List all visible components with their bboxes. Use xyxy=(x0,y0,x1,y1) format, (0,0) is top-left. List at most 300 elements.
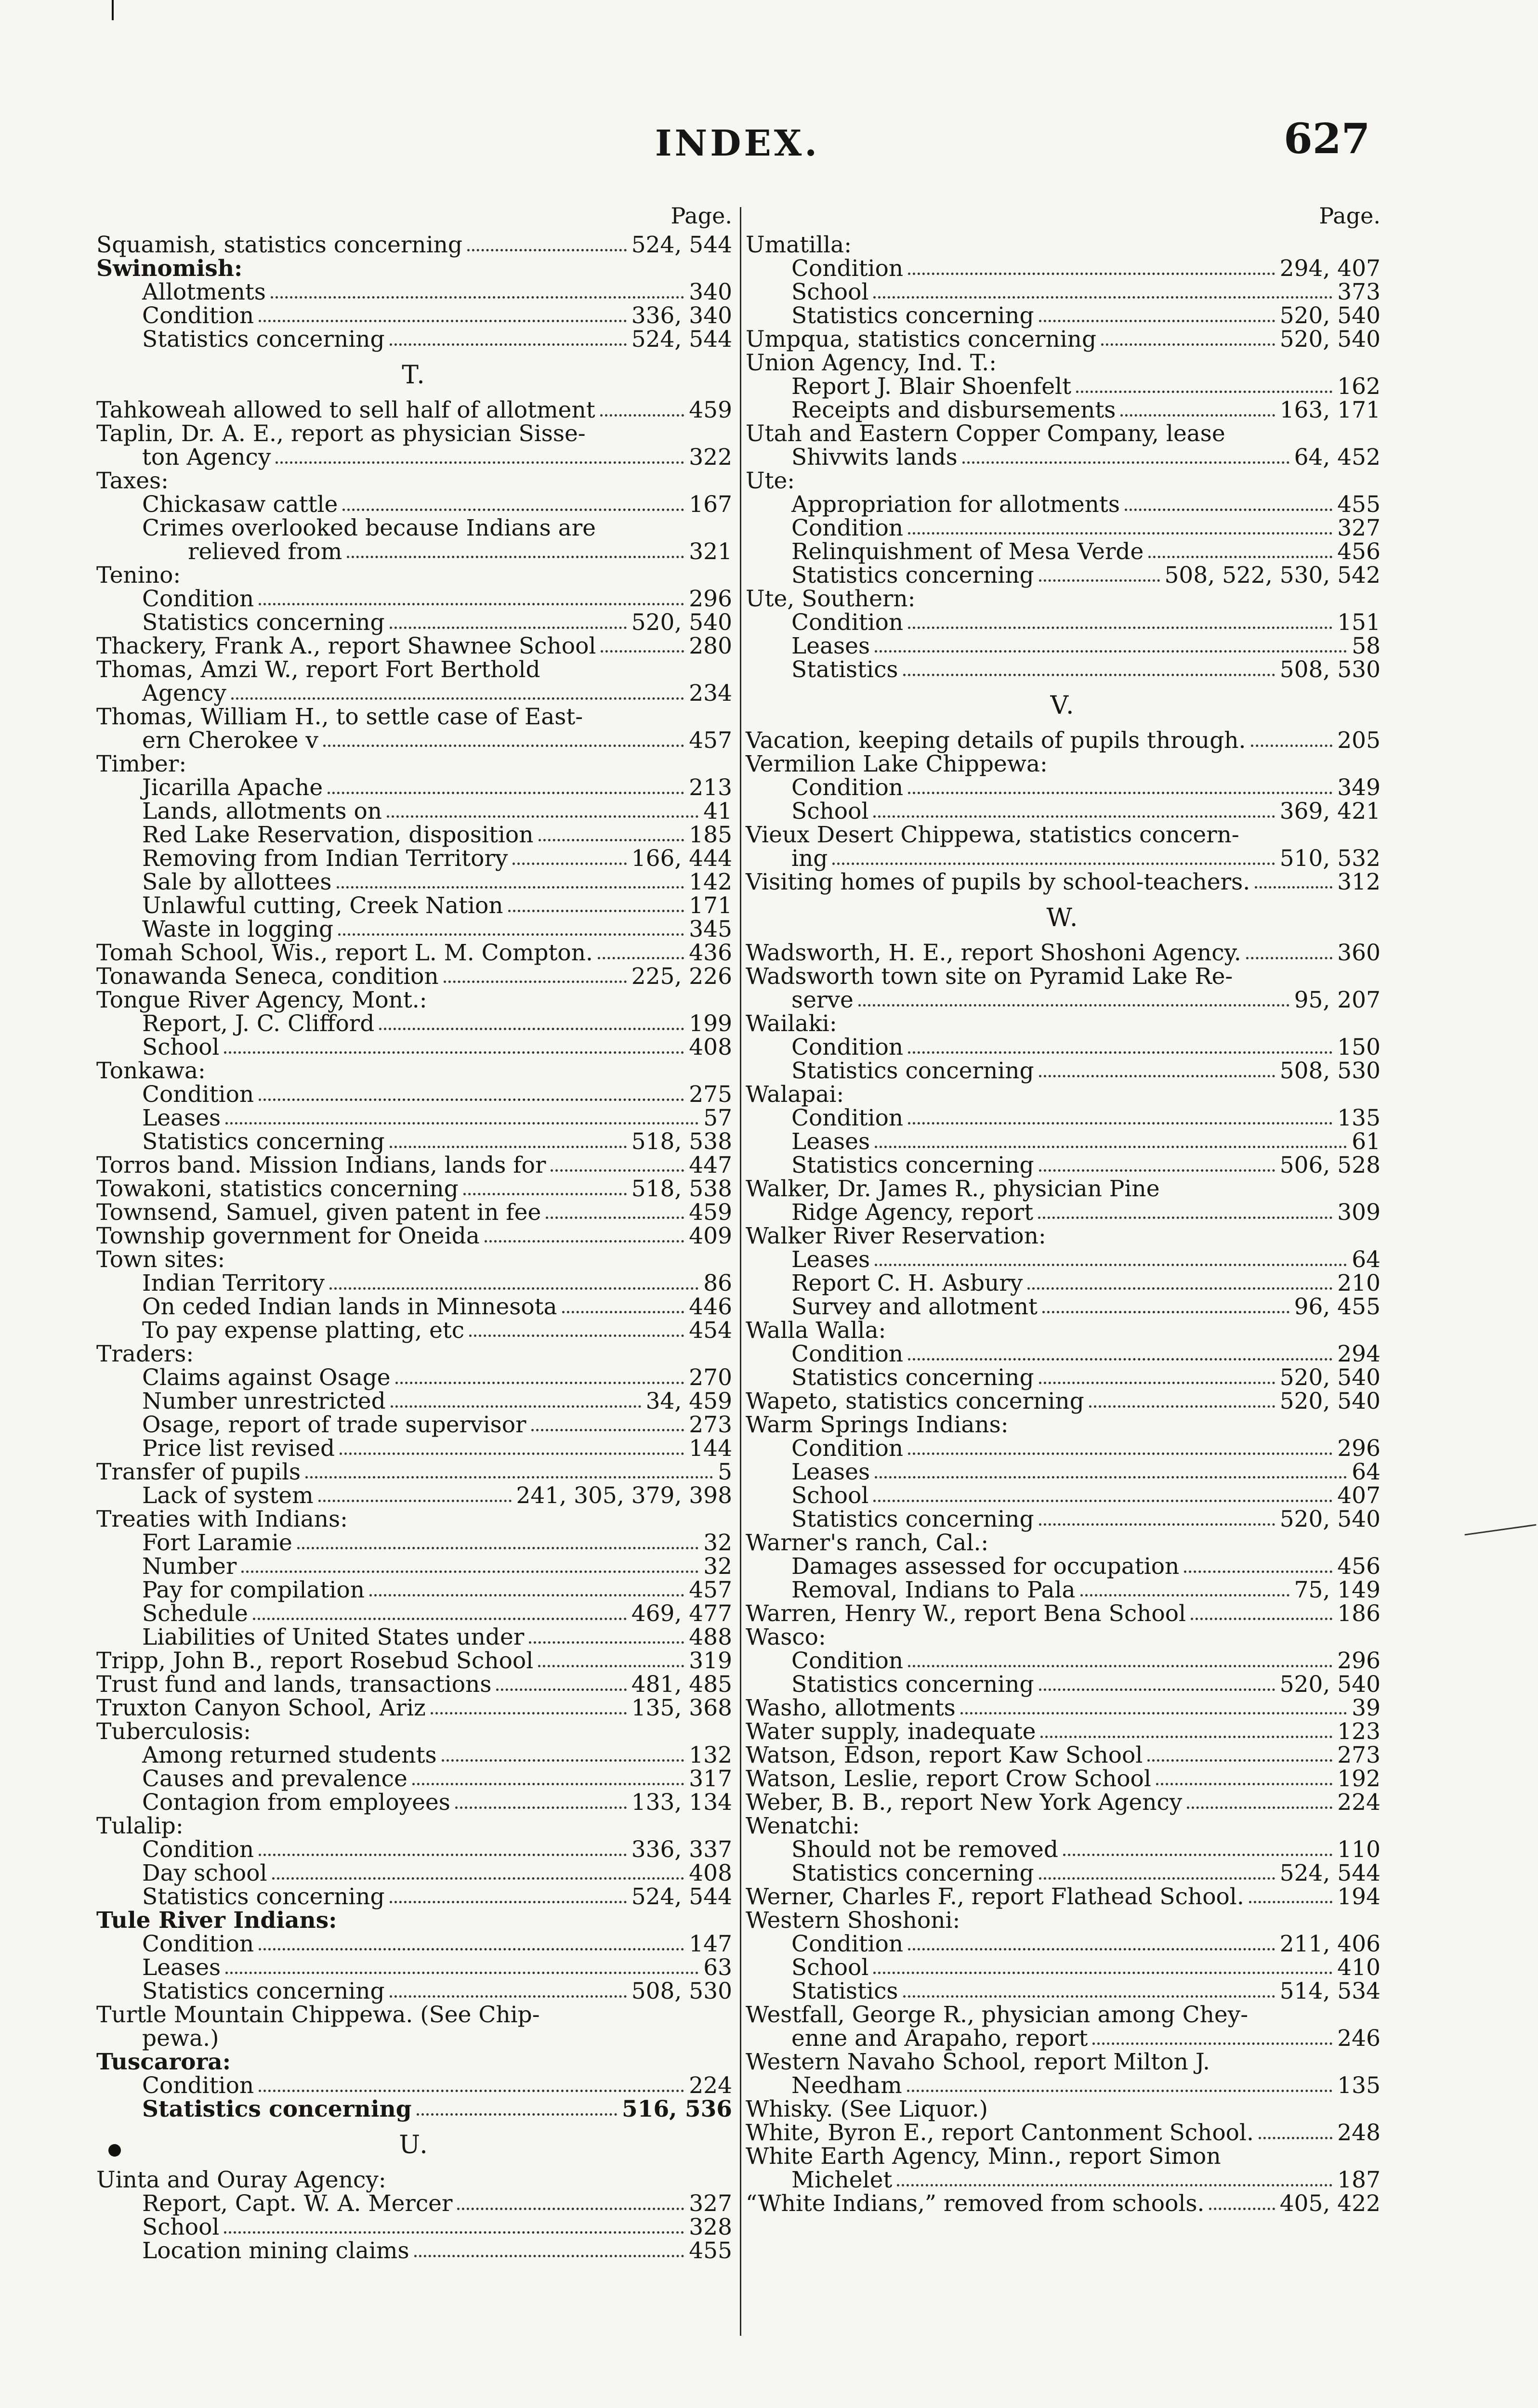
entry-term: Day school xyxy=(142,1860,267,1886)
entry-term: Osage, report of trade supervisor xyxy=(142,1412,526,1438)
entry-term: School xyxy=(791,798,869,824)
index-entry xyxy=(746,1083,1380,1106)
entry-pages: 508, 530 xyxy=(1279,656,1380,683)
entry-pages: 273 xyxy=(689,1412,732,1438)
entry-term: Statistics concerning xyxy=(142,609,385,636)
dot-leader xyxy=(395,1382,684,1384)
dot-leader xyxy=(297,1547,698,1549)
index-subentry xyxy=(746,1555,1380,1578)
index-entry xyxy=(746,2050,1380,2097)
entry-pages: 135 xyxy=(1337,2072,1380,2099)
index-subentry xyxy=(96,1271,732,1295)
dot-leader xyxy=(562,1311,684,1313)
dot-leader xyxy=(551,1169,684,1172)
entry-pages: 345 xyxy=(689,916,732,942)
dot-leader xyxy=(907,2090,1333,2092)
index-subentry xyxy=(746,1035,1380,1059)
dot-leader xyxy=(875,650,1347,653)
entry-term: Pay for compilation xyxy=(142,1577,365,1603)
entry-term: ing xyxy=(791,845,828,872)
dot-leader xyxy=(875,1264,1347,1266)
index-subentry xyxy=(746,1460,1380,1484)
entry-pages: 447 xyxy=(689,1152,732,1178)
dot-leader xyxy=(347,556,684,558)
dot-leader xyxy=(529,1641,684,1644)
entry-pages: 192 xyxy=(1337,1766,1380,1792)
index-entry xyxy=(746,2097,1380,2121)
index-subentry xyxy=(96,2074,732,2097)
dot-leader xyxy=(259,1854,627,1856)
entry-pages: 123 xyxy=(1337,1718,1380,1745)
index-subentry xyxy=(746,1059,1380,1083)
entry-pages: 327 xyxy=(689,2190,732,2217)
dot-leader xyxy=(1246,957,1332,959)
entry-pages: 34, 459 xyxy=(645,1388,732,1414)
entry-term: School xyxy=(142,2214,220,2240)
entry-term-line: Walker, Dr. James R., physician Pine xyxy=(746,1176,1160,1202)
entry-pages: 273 xyxy=(1337,1742,1380,1768)
entry-term-line: Westfall, George R., physician among Chey- xyxy=(746,2002,1249,2028)
entry-term: Condition xyxy=(791,609,904,636)
index-subentry xyxy=(746,611,1380,634)
entry-term: Statistics concerning xyxy=(142,2096,412,2122)
entry-pages: 508, 522, 530, 542 xyxy=(1164,562,1380,589)
entry-pages: 456 xyxy=(1337,538,1380,565)
entry-pages: 520, 540 xyxy=(1279,1388,1380,1414)
dot-leader xyxy=(960,1712,1347,1714)
entry-term: relieved from xyxy=(188,538,342,565)
entry-term: Report J. Blair Shoenfelt xyxy=(791,373,1071,400)
entry-pages: 524, 544 xyxy=(631,1884,732,1910)
entry-term: White, Byron E., report Cantonment School. xyxy=(746,2120,1254,2146)
entry-term: To pay expense platting, etc xyxy=(142,1317,465,1344)
entry-pages: 225, 226 xyxy=(631,963,732,990)
index-subentry xyxy=(96,280,732,304)
dot-leader xyxy=(1089,1405,1275,1408)
entry-term-line: Thomas, Amzi W., report Fort Berthold xyxy=(96,656,540,683)
entry-pages: 488 xyxy=(689,1624,732,1650)
index-subentry xyxy=(746,563,1380,587)
dot-leader xyxy=(259,1948,684,1950)
entry-pages: 166, 444 xyxy=(631,845,732,872)
dot-leader xyxy=(259,1099,684,1101)
dot-leader xyxy=(379,1028,684,1030)
index-subentry xyxy=(746,257,1380,280)
index-entry xyxy=(746,1767,1380,1791)
dot-leader xyxy=(457,2208,684,2210)
index-entry xyxy=(746,2003,1380,2050)
entry-pages: 162 xyxy=(1337,373,1380,400)
entry-term-line: Thomas, William H., to settle case of East- xyxy=(96,704,583,730)
dot-leader xyxy=(1063,1854,1332,1856)
entry-term: On ceded Indian lands in Minnesota xyxy=(142,1294,557,1320)
entry-term: Ute, Southern: xyxy=(746,586,916,612)
entry-term: Union Agency, Ind. T.: xyxy=(746,350,997,376)
entry-term: Vacation, keeping details of pupils through. xyxy=(746,727,1246,754)
entry-term: Squamish, statistics concerning xyxy=(96,232,462,258)
index-entry xyxy=(96,1649,732,1673)
index-entry xyxy=(746,1791,1380,1814)
dot-leader xyxy=(390,1995,627,1998)
entry-pages: 321 xyxy=(689,538,732,565)
index-entry xyxy=(746,2192,1380,2215)
index-entry xyxy=(746,1814,1380,1838)
dot-leader xyxy=(417,2113,617,2116)
entry-term: Condition xyxy=(142,302,254,329)
entry-term: Swinomish: xyxy=(96,255,243,282)
dot-leader xyxy=(1187,1806,1332,1809)
index-subentry xyxy=(746,280,1380,304)
entry-term: Shivwits lands xyxy=(791,444,958,471)
index-subentry xyxy=(96,1838,732,1861)
index-entry xyxy=(746,1177,1380,1224)
index-subentry xyxy=(746,540,1380,563)
dot-leader xyxy=(873,815,1275,818)
entry-term: Tongue River Agency, Mont.: xyxy=(96,987,427,1013)
entry-term: School xyxy=(791,1954,869,1981)
dot-leader xyxy=(539,839,684,841)
dot-leader xyxy=(908,273,1275,275)
index-entry xyxy=(746,1224,1380,1248)
index-entry xyxy=(96,233,732,257)
dot-leader xyxy=(442,1759,684,1762)
page-column-label: Page. xyxy=(1319,203,1380,229)
entry-pages: 64, 452 xyxy=(1294,444,1380,471)
entry-term: Statistics concerning xyxy=(791,302,1034,329)
index-subentry xyxy=(746,1861,1380,1885)
section-letter: W. xyxy=(1046,903,1080,932)
index-subentry xyxy=(96,847,732,870)
entry-pages: 506, 528 xyxy=(1279,1152,1380,1178)
entry-term-line: Crimes overlooked because Indians are xyxy=(142,515,596,541)
index-subentry xyxy=(746,1979,1380,2003)
index-subentry xyxy=(96,1602,732,1625)
index-subentry xyxy=(96,1791,732,1814)
column-divider xyxy=(740,207,741,2336)
index-entry xyxy=(746,1625,1380,1649)
entry-pages: 64 xyxy=(1352,1459,1380,1485)
entry-term: Statistics concerning xyxy=(791,1671,1034,1698)
entry-term: Leases xyxy=(791,1459,870,1485)
entry-pages: 187 xyxy=(1337,2167,1380,2193)
entry-pages: 469, 477 xyxy=(631,1600,732,1627)
entry-pages: 459 xyxy=(689,397,732,423)
index-entry xyxy=(746,327,1380,351)
entry-pages: 41 xyxy=(703,798,732,824)
entry-pages: 405, 422 xyxy=(1279,2190,1380,2217)
index-entry xyxy=(96,1248,732,1271)
index-subentry xyxy=(96,304,732,327)
index-subentry xyxy=(96,493,732,516)
index-column-left xyxy=(96,202,732,2263)
index-entry xyxy=(96,1673,732,1696)
dot-leader xyxy=(1259,2137,1332,2139)
entry-term: Walla Walla: xyxy=(746,1317,886,1344)
entry-term: Leases xyxy=(791,1246,870,1273)
entry-term-line: Utah and Eastern Copper Company, lease xyxy=(746,420,1225,447)
entry-term: pewa.) xyxy=(142,2025,219,2052)
entry-pages: 457 xyxy=(689,727,732,754)
section-letter: T. xyxy=(402,361,427,390)
entry-pages: 95, 207 xyxy=(1294,987,1380,1013)
index-subentry xyxy=(96,2097,732,2121)
index-subentry xyxy=(746,516,1380,540)
entry-pages: 280 xyxy=(689,633,732,659)
index-entry xyxy=(746,1696,1380,1720)
entry-term: Towakoni, statistics concerning xyxy=(96,1176,459,1202)
entry-term: Causes and prevalence xyxy=(142,1766,408,1792)
entry-term: Wailaki: xyxy=(746,1010,837,1037)
dot-leader xyxy=(908,1358,1332,1361)
dot-leader xyxy=(908,1665,1332,1667)
entry-pages: 275 xyxy=(689,1081,732,1108)
index-subentry xyxy=(96,776,732,799)
index-subentry xyxy=(96,2192,732,2215)
index-subentry xyxy=(746,1366,1380,1389)
index-entry xyxy=(96,1720,732,1743)
dot-leader xyxy=(1092,2042,1332,2045)
index-entry xyxy=(96,563,732,587)
index-subentry xyxy=(96,1389,732,1413)
entry-pages: 408 xyxy=(689,1034,732,1060)
index-subentry xyxy=(746,1956,1380,1979)
index-subentry xyxy=(746,1932,1380,1956)
entry-pages: 199 xyxy=(689,1010,732,1037)
entry-term: Statistics concerning xyxy=(791,1506,1034,1532)
index-subentry xyxy=(746,1295,1380,1319)
entry-term: Condition xyxy=(791,1034,904,1060)
entry-pages: 457 xyxy=(689,1577,732,1603)
entry-term: Visiting homes of pupils by school-teachers. xyxy=(746,869,1250,895)
index-entry xyxy=(96,634,732,658)
entry-term: serve xyxy=(791,987,854,1013)
entry-pages: 508, 530 xyxy=(631,1978,732,2004)
index-subentry xyxy=(746,1106,1380,1130)
index-subentry xyxy=(96,799,732,823)
index-subentry xyxy=(96,1932,732,1956)
index-subentry xyxy=(96,1861,732,1885)
entry-term: Condition xyxy=(791,1105,904,1131)
entry-term-line: White Earth Agency, Minn., report Simon xyxy=(746,2143,1221,2170)
dot-leader xyxy=(908,627,1332,629)
entry-pages: 520, 540 xyxy=(1279,302,1380,329)
index-subentry xyxy=(96,1743,732,1767)
dot-leader xyxy=(1125,509,1332,511)
dot-leader xyxy=(1191,1618,1332,1620)
entry-term: Condition xyxy=(791,1435,904,1462)
entry-term-line: Taplin, Dr. A. E., report as physician Sisse- xyxy=(96,420,586,447)
index-entry xyxy=(96,941,732,965)
entry-pages: 296 xyxy=(689,586,732,612)
entry-pages: 133, 134 xyxy=(631,1789,732,1816)
entry-term: Statistics xyxy=(791,656,898,683)
index-subentry xyxy=(96,1035,732,1059)
entry-term: Waste in logging xyxy=(142,916,334,942)
index-subentry xyxy=(746,1153,1380,1177)
index-subentry xyxy=(96,611,732,634)
entry-term-line: Western Navaho School, report Milton J. xyxy=(746,2049,1210,2075)
index-subentry xyxy=(746,1342,1380,1366)
entry-term: School xyxy=(791,1482,869,1509)
entry-term: Damages assessed for occupation xyxy=(791,1553,1180,1580)
entry-term: Werner, Charles F., report Flathead School. xyxy=(746,1884,1244,1910)
dot-leader xyxy=(305,1476,713,1479)
entry-term: Agency xyxy=(142,680,226,707)
index-entry xyxy=(96,1153,732,1177)
entry-term: Timber: xyxy=(96,751,187,777)
entry-pages: 454 xyxy=(689,1317,732,1344)
entry-term: Relinquishment of Mesa Verde xyxy=(791,538,1144,565)
index-subentry xyxy=(746,1437,1380,1460)
dot-leader xyxy=(414,2255,684,2257)
dot-leader xyxy=(908,1051,1332,1054)
entry-pages: 294, 407 xyxy=(1279,255,1380,282)
entry-term: Truxton Canyon School, Ariz xyxy=(96,1695,426,1721)
entry-term: Weber, B. B., report New York Agency xyxy=(746,1789,1183,1816)
dot-leader xyxy=(1040,1736,1332,1738)
entry-term: Walapai: xyxy=(746,1081,844,1108)
entry-term: Fort Laramie xyxy=(142,1530,292,1556)
dot-leader xyxy=(253,1618,627,1620)
entry-pages: 210 xyxy=(1337,1270,1380,1296)
dot-leader xyxy=(1039,1169,1275,1172)
dot-leader xyxy=(1027,1287,1332,1290)
dot-leader xyxy=(469,1335,684,1337)
index-entry xyxy=(746,823,1380,870)
entry-term: Traders: xyxy=(96,1341,194,1367)
entry-pages: 373 xyxy=(1337,279,1380,305)
index-subentry xyxy=(746,1248,1380,1271)
entry-term: Warren, Henry W., report Bena School xyxy=(746,1600,1186,1627)
entry-pages: 75, 149 xyxy=(1294,1577,1380,1603)
entry-term: Location mining claims xyxy=(142,2238,409,2264)
entry-term: Lands, allotments on xyxy=(142,798,382,824)
entry-term: Whisky. (See Liquor.) xyxy=(746,2096,988,2122)
entry-pages: 520, 540 xyxy=(1279,326,1380,353)
dot-leader xyxy=(259,603,684,605)
index-entry xyxy=(96,1460,732,1484)
dot-leader xyxy=(875,1476,1347,1479)
index-entry xyxy=(746,1319,1380,1342)
entry-pages: 135 xyxy=(1337,1105,1380,1131)
index-entry xyxy=(746,351,1380,375)
index-subentry xyxy=(96,1531,732,1555)
index-subentry xyxy=(96,1625,732,1649)
dot-leader xyxy=(1039,579,1160,582)
index-entry xyxy=(96,1059,732,1083)
dot-leader xyxy=(873,1972,1332,1974)
dot-leader xyxy=(338,933,684,936)
entry-term: Washo, allotments xyxy=(746,1695,956,1721)
entry-term: Condition xyxy=(142,1081,254,1108)
print-mark xyxy=(112,0,114,20)
index-entry xyxy=(746,1720,1380,1743)
dot-leader xyxy=(601,650,684,653)
index-column-right xyxy=(746,202,1380,2215)
index-subentry xyxy=(746,799,1380,823)
dot-leader xyxy=(329,1287,698,1290)
index-entry xyxy=(96,1814,732,1838)
dot-leader xyxy=(272,1877,684,1880)
index-entry xyxy=(746,469,1380,493)
index-subentry xyxy=(746,375,1380,398)
index-subentry xyxy=(96,917,732,941)
entry-pages: 524, 544 xyxy=(631,232,732,258)
index-subentry xyxy=(96,1295,732,1319)
entry-pages: 410 xyxy=(1337,1954,1380,1981)
entry-pages: 328 xyxy=(689,2214,732,2240)
index-entry xyxy=(96,1224,732,1248)
entry-pages: 246 xyxy=(1337,2025,1380,2052)
entry-term: Among returned students xyxy=(142,1742,437,1768)
entry-pages: 520, 540 xyxy=(1279,1671,1380,1698)
entry-pages: 340 xyxy=(689,279,732,305)
entry-term: Statistics concerning xyxy=(142,1884,385,1910)
entry-term: Condition xyxy=(791,1931,904,1957)
entry-pages: 481, 485 xyxy=(631,1671,732,1698)
entry-term: Umatilla: xyxy=(746,232,852,258)
dot-leader xyxy=(873,296,1332,299)
entry-term: Statistics concerning xyxy=(142,1128,385,1155)
entry-term: Tomah School, Wis., report L. M. Compton. xyxy=(96,940,593,966)
entry-term: enne and Arapaho, report xyxy=(791,2025,1088,2052)
index-subentry xyxy=(746,1649,1380,1673)
dot-leader xyxy=(276,461,684,464)
dot-leader xyxy=(342,509,684,511)
entry-pages: 294 xyxy=(1337,1341,1380,1367)
entry-pages: 446 xyxy=(689,1294,732,1320)
entry-pages: 163, 171 xyxy=(1279,397,1380,423)
index-subentry xyxy=(96,1319,732,1342)
index-entry xyxy=(746,2145,1380,2192)
dot-leader xyxy=(875,1146,1347,1148)
index-subentry xyxy=(746,1130,1380,1153)
dot-leader xyxy=(600,414,684,417)
index-subentry xyxy=(96,870,732,894)
dot-leader xyxy=(858,1004,1289,1007)
dot-leader xyxy=(340,1453,684,1455)
dot-leader xyxy=(538,1665,684,1667)
entry-pages: 64 xyxy=(1352,1246,1380,1273)
entry-term: Tuberculosis: xyxy=(96,1718,251,1745)
entry-term: Tenino: xyxy=(96,562,181,589)
entry-term: Tonkawa: xyxy=(96,1058,206,1084)
entry-term: Wadsworth, H. E., report Shoshoni Agency. xyxy=(746,940,1241,966)
entry-term: Tulalip: xyxy=(96,1813,184,1839)
index-subentry xyxy=(96,1979,732,2003)
index-entry xyxy=(96,1909,732,1932)
entry-pages: 234 xyxy=(689,680,732,707)
entry-pages: 185 xyxy=(689,822,732,848)
entry-pages: 518, 538 xyxy=(631,1176,732,1202)
index-subentry xyxy=(746,634,1380,658)
entry-pages: 39 xyxy=(1352,1695,1380,1721)
index-subentry xyxy=(96,1555,732,1578)
entry-pages: 455 xyxy=(1337,491,1380,518)
dot-leader xyxy=(485,1240,684,1243)
entry-term: Leases xyxy=(142,1105,221,1131)
dot-leader xyxy=(1101,343,1275,346)
index-entry xyxy=(96,2050,732,2074)
dot-leader xyxy=(390,343,627,346)
bullet-mark xyxy=(108,2144,121,2157)
dot-leader xyxy=(259,2090,684,2092)
entry-term: Taxes: xyxy=(96,468,169,494)
entry-pages: 360 xyxy=(1337,940,1380,966)
entry-list-left xyxy=(96,233,732,2263)
dot-leader xyxy=(962,461,1289,464)
index-entry xyxy=(746,965,1380,1012)
